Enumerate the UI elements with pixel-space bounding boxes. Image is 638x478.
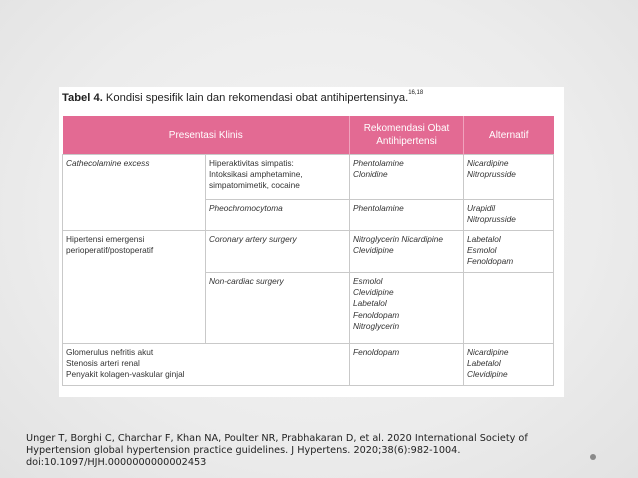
citation [26,433,586,469]
cell-sub [206,273,350,344]
cell-text: Clonidine [353,169,388,180]
cell-text: Fenoldopam [467,256,514,267]
citation-line2: Hypertension global hypertension practice guidelines. J Hypertens. 2020;38(6):982-1004. [26,445,461,456]
cell-text: Coronary artery surgery [209,234,297,244]
cell-text: Stenosis arteri renal [66,358,140,369]
cell-text: Labetalol [353,298,387,309]
cell-alternatif [464,344,554,386]
cell-rekomendasi [350,344,464,386]
table-row [63,155,554,200]
citation-line1: Unger T, Borghi C, Charchar F, Khan NA, Poulter NR, Prabhakaran D, et al. 2020 International Society of [26,433,528,444]
citation-line3: doi:10.1097/HJH.0000000000002453 [26,457,207,468]
cell-kondisi [63,231,206,344]
cell-sub [206,231,350,273]
cell-text: Clevidipine [353,245,394,256]
cell-text: Phentolamine [353,158,404,168]
cell-text: Fenoldopam [353,347,400,357]
cell-text: Nitroglycerin [353,320,400,331]
cell-text: Esmolol [467,245,497,256]
cell-text: Nicardipine [467,347,509,357]
cell-text: Non-cardiac surgery [209,276,284,286]
cell-text: Hipertensi emergensi [66,234,145,244]
cell-text: Nitroglycerin Nicardipine [353,234,443,244]
cell-text: Intoksikasi amphetamine, [209,169,303,180]
cell-text: Urapidil [467,203,496,213]
header-alternatif: Alternatif [464,116,554,155]
table-row [63,344,554,386]
table-caption [62,92,423,104]
cell-text: Labetalol [467,234,501,244]
cell-text: Hiperaktivitas simpatis: [209,158,294,168]
cell-text: Pheochromocytoma [209,203,283,213]
cell-text: Nitroprusside [467,169,516,180]
cell-text: Clevidipine [467,369,508,380]
cell-text: Clevidipine [353,287,394,298]
cell-rekomendasi [350,200,464,231]
table-row [63,231,554,273]
cell-alternatif [464,231,554,273]
cell-text: simpatomimetik, cocaine [209,180,300,191]
cell-kondisi [63,344,350,386]
table-caption-refs: 16,18 [408,90,424,96]
cell-text: Nicardipine [467,158,509,168]
header-presentasi-klinis: Presentasi Klinis [63,116,350,155]
cell-text: Esmolol [353,276,383,286]
cell-text: Cathecolamine excess [66,158,150,168]
slide-indicator-dot [590,454,596,460]
cell-text: Penyakit kolagen-vaskular ginjal [66,369,185,380]
cell-text: Glomerulus nefritis akut [66,347,154,357]
cell-text: Fenoldopam [353,309,400,320]
cell-sub [206,155,350,200]
cell-text: Labetalol [467,358,501,369]
header-rekomendasi [350,116,464,155]
cell-text: Phentolamine [353,203,404,213]
table-header-row [63,116,554,155]
header-rekomendasi-line1: Rekomendasi Obat [363,123,450,134]
cell-alternatif [464,155,554,200]
cell-text: perioperatif/postoperatif [66,245,154,256]
table-figure [59,87,564,397]
cell-alternatif [464,200,554,231]
cell-sub [206,200,350,231]
cell-rekomendasi [350,155,464,200]
cell-kondisi [63,155,206,231]
header-rekomendasi-line2: Antihipertensi [376,136,437,147]
cell-rekomendasi [350,231,464,273]
cell-text: Nitroprusside [467,214,516,225]
cell-alternatif [464,273,554,344]
recommendation-table [62,116,554,386]
table-caption-label: Tabel 4. [62,92,103,104]
table-caption-text: Kondisi spesifik lain dan rekomendasi obat antihipertensinya. [102,92,409,104]
cell-rekomendasi [350,273,464,344]
